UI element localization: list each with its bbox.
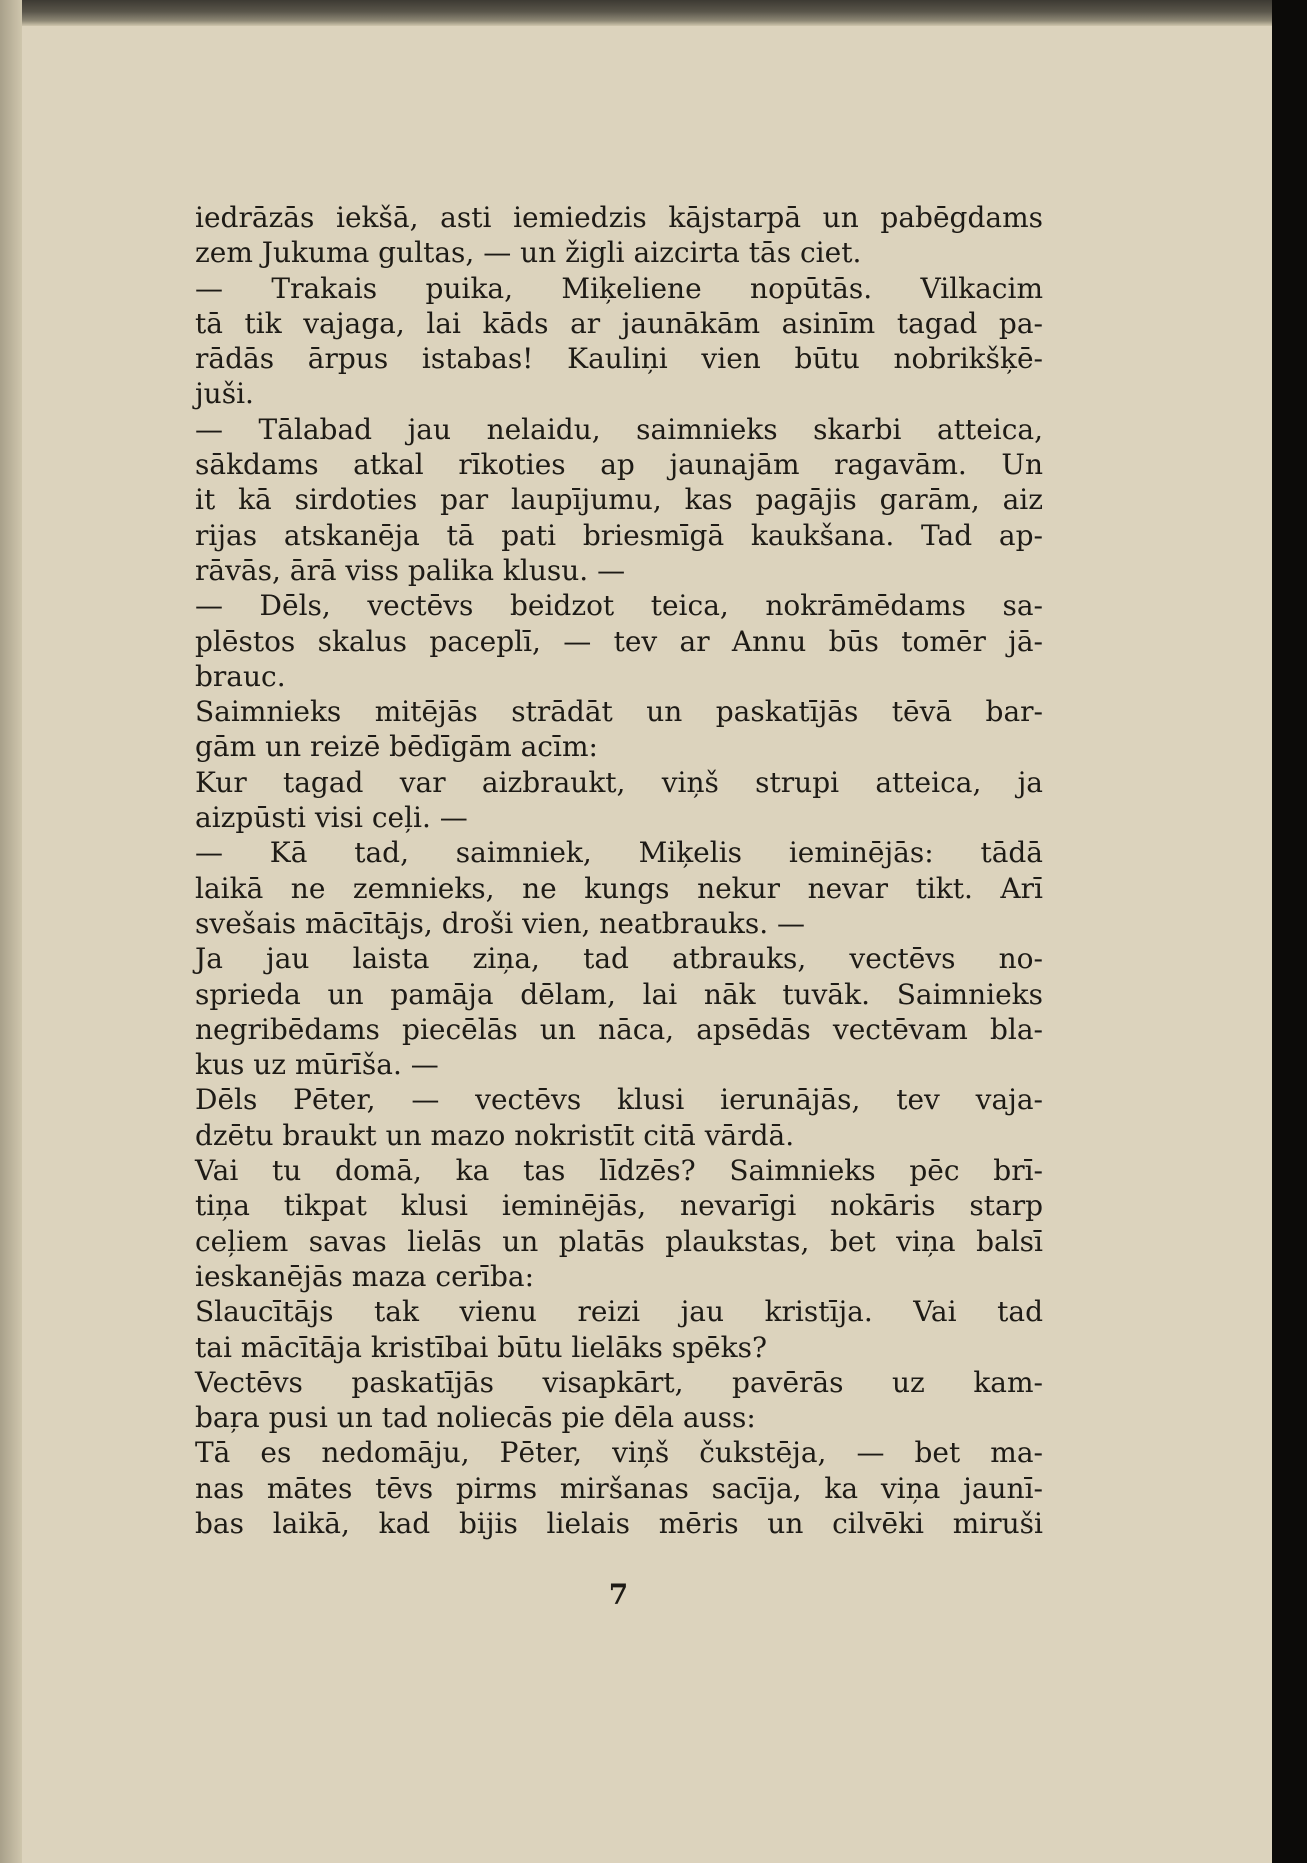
text-line: Saimnieks mitējās strādāt un paskatījās tēvā bar- — [195, 695, 1043, 729]
text-line: gām un reizē bēdīgām acīm: — [195, 730, 598, 764]
text-line: brauc. — [195, 659, 286, 693]
page-top-edge — [0, 0, 1272, 26]
text-line: Vectēvs paskatījās visapkārt, pavērās uz kam- — [195, 1365, 1043, 1399]
text-line: laikā ne zemnieks, ne kungs nekur nevar tikt. Arī — [195, 871, 1043, 905]
body-text — [195, 200, 1043, 1541]
text-line: plēstos skalus paceplī, — tev ar Annu būs tomēr jā- — [195, 624, 1043, 658]
text-line: kus uz mūrīša. — — [195, 1048, 439, 1082]
text-line: aizpūsti visi ceļi. — — [195, 801, 468, 835]
text-line: — Kā tad, saimniek, Miķelis ieminējās: tādā — [195, 836, 1043, 870]
text-line: Kur tagad var aizbraukt, viņš strupi atteica, ja — [195, 765, 1043, 799]
text-line: rijas atskanēja tā pati briesmīgā kaukšana. Tad ap- — [195, 518, 1043, 552]
text-line: zem Jukuma gultas, — un žigli aizcirta tās ciet. — [195, 236, 862, 270]
text-line: nas mātes tēvs pirms miršanas sacīja, ka viņa jaunī- — [195, 1471, 1043, 1505]
text-line: bas laikā, kad bijis lielais mēris un cilvēki miruši — [195, 1506, 1043, 1540]
text-line: sākdams atkal rīkoties ap jaunajām ragavām. Un — [195, 448, 1043, 482]
text-line: rāvās, ārā viss palika klusu. — — [195, 553, 626, 587]
text-line: rādās ārpus istabas! Kauliņi vien būtu nobrikšķē- — [195, 342, 1043, 376]
text-line: ieskanējās maza cerība: — [195, 1259, 535, 1293]
background-edge — [1272, 0, 1307, 1863]
text-line: iedrāzās iekšā, asti iemiedzis kājstarpā un pabēgdams — [195, 201, 1043, 234]
text-line: juši. — [195, 377, 254, 411]
text-line: ceļiem savas lielās un platās plaukstas, bet viņa balsī — [195, 1224, 1043, 1258]
text-line: svešais mācītājs, droši vien, neatbrauks. — — [195, 906, 806, 940]
text-line: — Trakais puika, Miķeliene nopūtās. Vilkacim — [195, 271, 1043, 305]
text-line: dzētu braukt un mazo nokristīt citā vārdā. — [195, 1118, 795, 1152]
text-line: baŗa pusi un tad noliecās pie dēla auss: — [195, 1401, 756, 1435]
text-line: tai mācītāja kristībai būtu lielāks spēks? — [195, 1330, 767, 1364]
text-line: Slaucītājs tak vienu reizi jau kristīja. Vai tad — [195, 1295, 1043, 1329]
text-line: Vai tu domā, ka tas līdzēs? Saimnieks pēc brī- — [195, 1154, 1043, 1188]
page-number: 7 — [608, 1578, 629, 1611]
text-line: Tā es nedomāju, Pēter, viņš čukstēja, — bet ma- — [195, 1436, 1043, 1470]
text-line: sprieda un pamāja dēlam, lai nāk tuvāk. Saimnieks — [195, 977, 1043, 1011]
text-line: it kā sirdoties par laupījumu, kas pagājis garām, aiz — [195, 483, 1043, 517]
text-line: Ja jau laista ziņa, tad atbrauks, vectēvs no- — [195, 942, 1043, 976]
text-line: — Dēls, vectēvs beidzot teica, nokrāmēdams sa- — [195, 589, 1043, 623]
text-line: negribēdams piecēlās un nāca, apsēdās vectēvam bla- — [195, 1012, 1043, 1046]
text-line: — Tālabad jau nelaidu, saimnieks skarbi atteica, — [195, 412, 1043, 446]
text-line: tā tik vajaga, lai kāds ar jaunākām asinīm tagad pa- — [195, 306, 1043, 340]
text-line: Dēls Pēter, — vectēvs klusi ierunājās, tev vaja- — [195, 1083, 1043, 1117]
text-line: tiņa tikpat klusi ieminējās, nevarīgi nokāris starp — [195, 1189, 1043, 1223]
